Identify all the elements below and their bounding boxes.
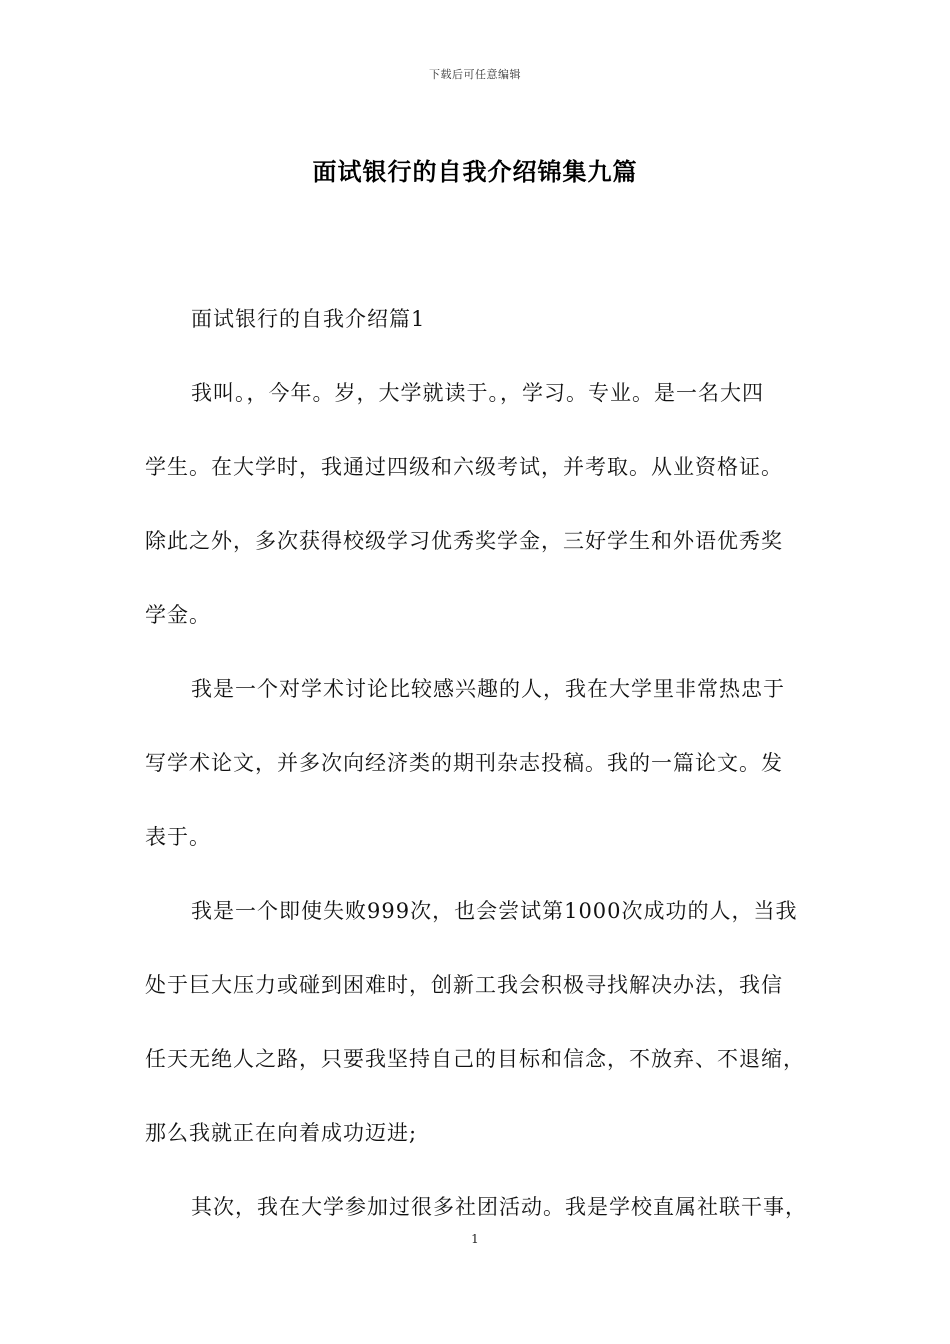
- document-title: 面试银行的自我介绍锦集九篇: [312, 158, 638, 186]
- paragraph: [145, 356, 827, 652]
- paragraph-line: 那么我就正在向着成功迈进;: [145, 1121, 418, 1145]
- paragraph-line: 我是一个即使失败999次，也会尝试第1000次成功的人，当我: [191, 899, 798, 923]
- header-note: 下载后可任意编辑: [429, 68, 521, 81]
- paragraph-line: 我是一个对学术讨论比较感兴趣的人，我在大学里非常热忠于: [191, 677, 785, 701]
- paragraph-line: 学生。在大学时，我通过四级和六级考试，并考取。从业资格证。: [145, 455, 783, 479]
- paragraph-line: 面试银行的自我介绍篇1: [191, 307, 426, 331]
- paragraph-line: 除此之外，多次获得校级学习优秀奖学金，三好学生和外语优秀奖: [145, 529, 783, 553]
- paragraph-line: 任天无绝人之路，只要我坚持自己的目标和信念，不放弃、不退缩，: [145, 1047, 805, 1071]
- paragraph: [145, 652, 827, 874]
- paragraph-line: 写学术论文，并多次向经济类的期刊杂志投稿。我的一篇论文。发: [145, 751, 783, 775]
- paragraph-line: 处于巨大压力或碰到困难时，创新工我会积极寻找解决办法，我信: [145, 973, 783, 997]
- paragraph-line: 表于。: [145, 825, 211, 849]
- paragraph-line: 学金。: [145, 603, 211, 627]
- document-body: [145, 282, 827, 1244]
- paragraph-line: 其次，我在大学参加过很多社团活动。我是学校直属社联干事，: [191, 1195, 807, 1219]
- section-heading: [145, 282, 827, 356]
- paragraph: [145, 874, 827, 1170]
- page-number: 1: [471, 1232, 479, 1246]
- paragraph-line: 我叫。，今年。岁，大学就读于。，学习。专业。是一名大四: [191, 381, 764, 405]
